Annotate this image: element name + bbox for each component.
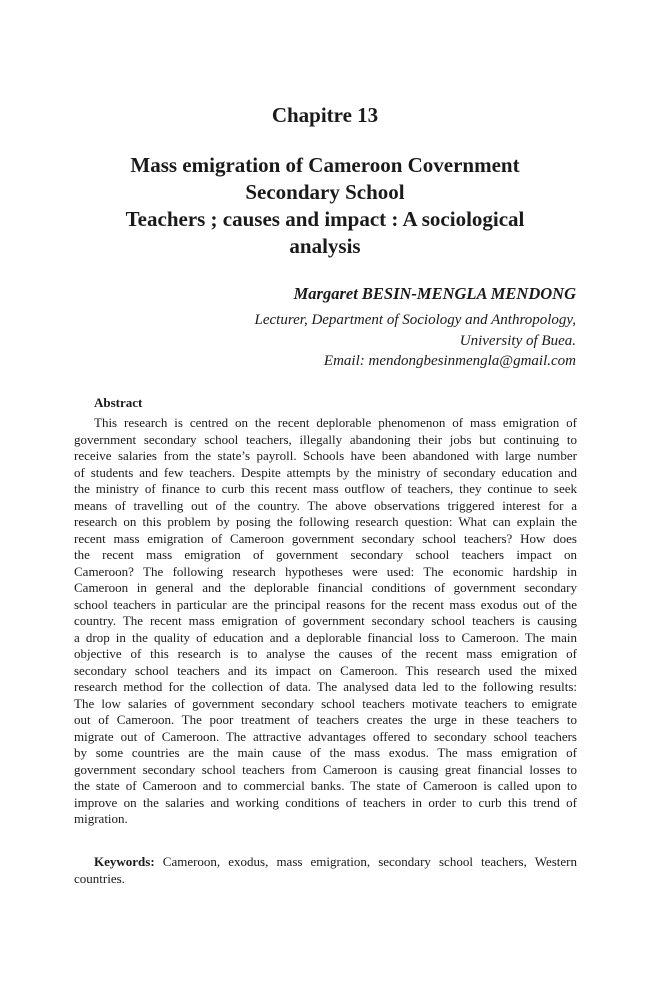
abstract-line: migrate out of Cameroon. The attractive advantages offered to secondary school teachers [74, 728, 577, 744]
abstract-line: research on this problem by posing the following research question: What can explain the [74, 514, 577, 529]
abstract-line: country. The recent mass emigration of government secondary school teachers is causing [74, 613, 577, 628]
author-email: Email: mendongbesinmengla@gmail.com [323, 353, 576, 369]
abstract-line: Cameroon in general and the deplorable financial conditions of government secondary [74, 580, 577, 595]
abstract-line: the state of Cameroon and to commercial banks. The state of Cameroon is called upon to [74, 778, 577, 793]
abstract-line: a drop in the quality of education and a deplorable financial loss to Cameroon. The main [74, 629, 577, 645]
author-affiliation [255, 310, 577, 372]
keywords-line [74, 853, 577, 870]
author-name: Margaret BESIN-MENGLA MENDONG [293, 284, 576, 303]
abstract-line: improve on the salaries and working conditions of teachers in order to curb this trend of [74, 794, 577, 810]
abstract-line: means of travelling out of the country. The above observations triggered interest for a [74, 497, 577, 513]
abstract-line: the recent mass emigration of government secondary school teachers impact on [74, 547, 577, 562]
title-line: analysis [289, 234, 361, 258]
affiliation-line: University of Buea. [459, 332, 576, 349]
title-line: Secondary School [245, 180, 405, 204]
keywords-text: Cameroon, exodus, mass emigration, secondary school teachers, Western [154, 854, 577, 869]
abstract-heading: Abstract [94, 395, 143, 410]
abstract-line: school teachers in particular are the principal reasons for the recent mass exodus out of the [74, 596, 577, 612]
abstract-line: of students and few teachers. Despite attempts by the ministry of secondary education and [74, 464, 577, 480]
abstract-line: the ministry of finance to curb this recent mass outflow of teachers, they continue to seek [74, 481, 577, 496]
abstract-line: objective of this research is to analyse the causes of the recent mass emigration of [74, 646, 577, 661]
title-line: Mass emigration of Cameroon Covernment [130, 153, 520, 177]
paper-title [74, 152, 576, 260]
chapter-label: Chapitre 13 [271, 103, 379, 127]
abstract-line: secondary school teachers and its impact on Cameroon. This research used the mixed [74, 662, 577, 678]
abstract-line: government secondary school teachers, illegally abandoning their jobs but continuing to [74, 431, 577, 447]
abstract-line: government secondary school teachers from Cameroon is causing great financial losses to [74, 761, 577, 777]
keywords-line: countries. [74, 871, 125, 886]
keywords-label: Keywords: [94, 854, 155, 869]
abstract-line: migration. [74, 811, 128, 826]
abstract-line: Cameroon? The following research hypotheses were used: The economic hardship in [74, 563, 577, 579]
title-line: Teachers ; causes and impact : A sociological [125, 207, 525, 231]
abstract-line: receive salaries from the state’s payroll. Schools have been abandoned with large number [74, 448, 577, 463]
affiliation-line: Lecturer, Department of Sociology and Anthropology, [254, 312, 576, 328]
abstract-line: research method for the collection of data. The analysed data led to the following results: [74, 679, 577, 694]
abstract-line: by some countries are the main cause of the mass exodus. The mass emigration of [74, 745, 577, 760]
abstract-line: The low salaries of government secondary school teachers motivate teachers to emigrate [74, 695, 577, 711]
abstract-line: This research is centred on the recent deplorable phenomenon of mass emigration of [94, 415, 577, 430]
abstract-line: out of Cameroon. The poor treatment of teachers creates the urge in these teachers to [74, 712, 577, 727]
abstract-body [74, 415, 577, 828]
abstract-line: recent mass emigration of Cameroon government secondary school teachers? How does [74, 530, 577, 546]
keywords-paragraph [74, 853, 577, 887]
